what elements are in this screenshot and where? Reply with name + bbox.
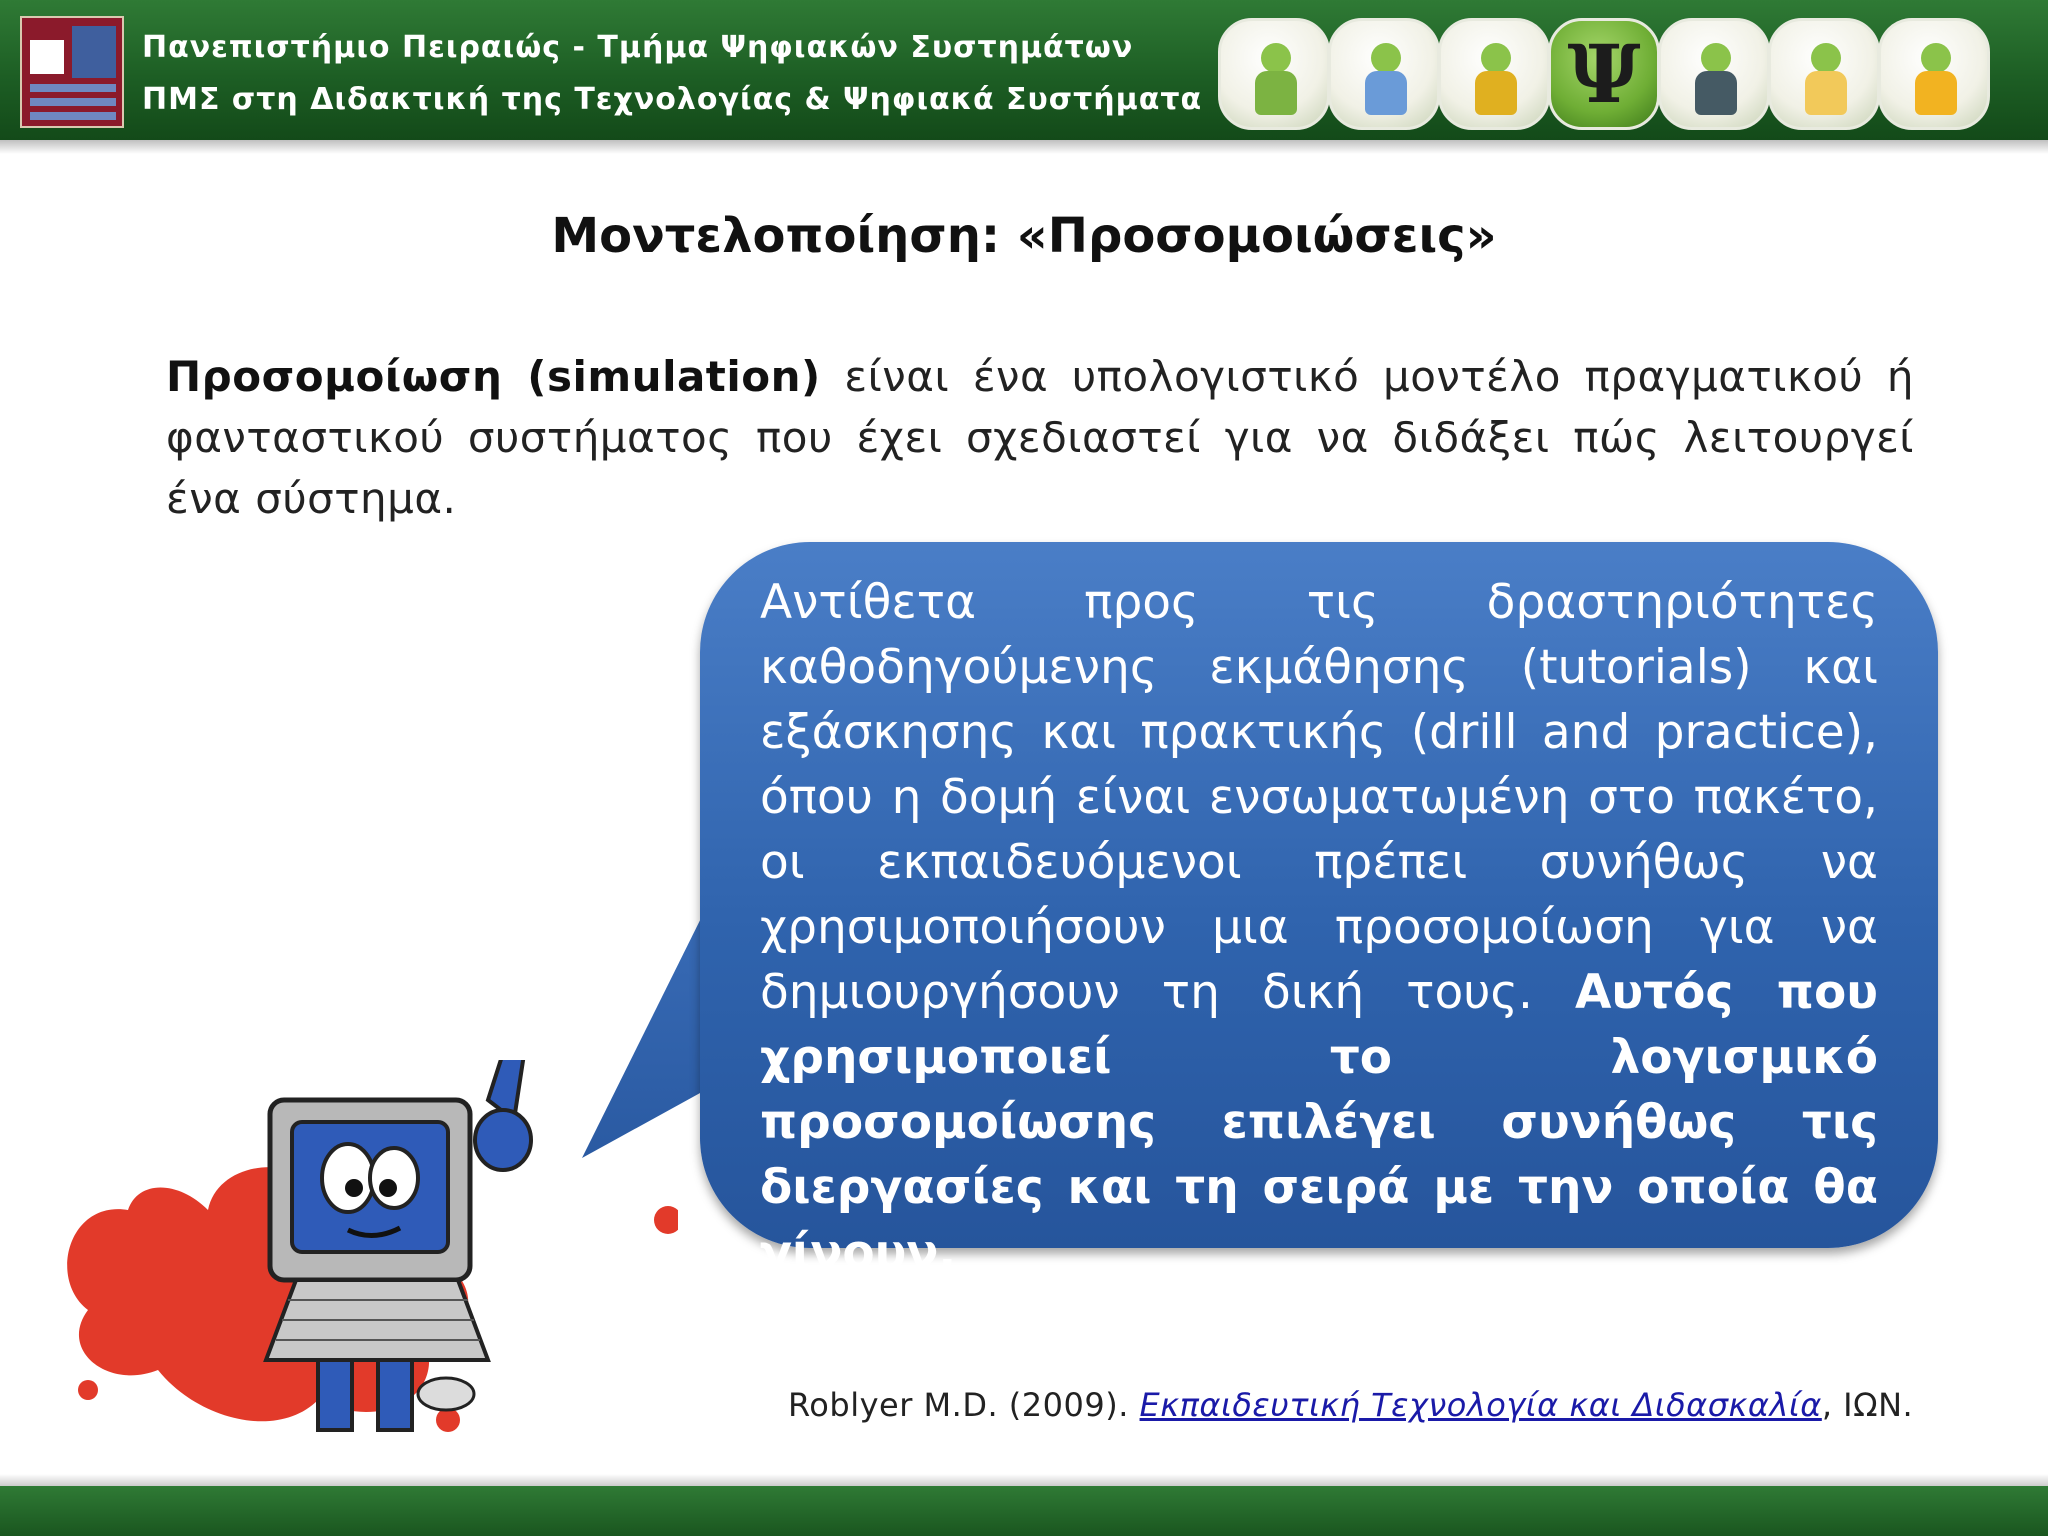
bubble-text-bold: Αυτός που χρησιμοποιεί το λογισμικό προσομοίωσης επιλέγει συνήθως τις διεργασίες και τη σειρά με την οποία θα γίνουν. (760, 965, 1878, 1280)
citation-book-link[interactable]: Εκπαιδευτική Τεχνολογία και Διδασκαλία (1139, 1386, 1822, 1424)
figure-with-at-sign-icon (1438, 18, 1550, 130)
header-bar (0, 0, 2048, 140)
bubble-text-normal: Αντίθετα προς τις δραστηριότητες καθοδηγούμενης εκμάθησης (tutorials) και εξάσκησης και πρακτικής (drill and practice), όπου η δομή είναι ενσωματωμένη στο πακέτο, οι εκπαιδευόμενοι πρέπει συνήθως να χρησιμοποιήσουν μια προσομοίωση για να δημιουργήσουν τη δική τους. (760, 575, 1878, 1020)
figure-with-folder-icon (1768, 18, 1880, 130)
figure-with-laptop-icon (1658, 18, 1770, 130)
figure-on-puzzle-icon (1878, 18, 1990, 130)
figures-reading-icon (1328, 18, 1440, 130)
definition-text: είναι ένα υπολογιστικό μοντέλο πραγματικού ή φανταστικού συστήματος που έχει σχεδιαστεί για να διδάξει πώς λειτουργεί ένα σύστημα. (166, 352, 1914, 523)
definition-term: Προσομοίωση (simulation) (166, 352, 821, 401)
header-university-title: Πανεπιστήμιο Πειραιώς - Τμήμα Ψηφιακών Συστημάτων (142, 30, 1134, 65)
footer-bar (0, 1486, 2048, 1536)
header-program-title: ΠΜΣ στη Διδακτική της Τεχνολογίας & Ψηφιακά Συστήματα (142, 82, 1203, 117)
citation (788, 1386, 1913, 1424)
slide-title: Μοντελοποίηση: «Προσομοιώσεις» (551, 208, 1497, 264)
definition-paragraph (166, 346, 1914, 529)
footer-shadow (0, 1474, 2048, 1486)
figures-with-tools-icon (1218, 18, 1330, 130)
header-shadow (0, 140, 2048, 154)
citation-suffix: , ΙΩΝ. (1821, 1386, 1914, 1424)
psi-head-icon: Ψ (1548, 18, 1660, 130)
computer-mascot-icon (48, 1060, 678, 1460)
speech-bubble-text (760, 570, 1878, 1285)
citation-prefix: Roblyer M.D. (2009). (788, 1386, 1140, 1424)
header-icon-strip (1218, 18, 2038, 130)
university-logo-icon (20, 16, 124, 128)
